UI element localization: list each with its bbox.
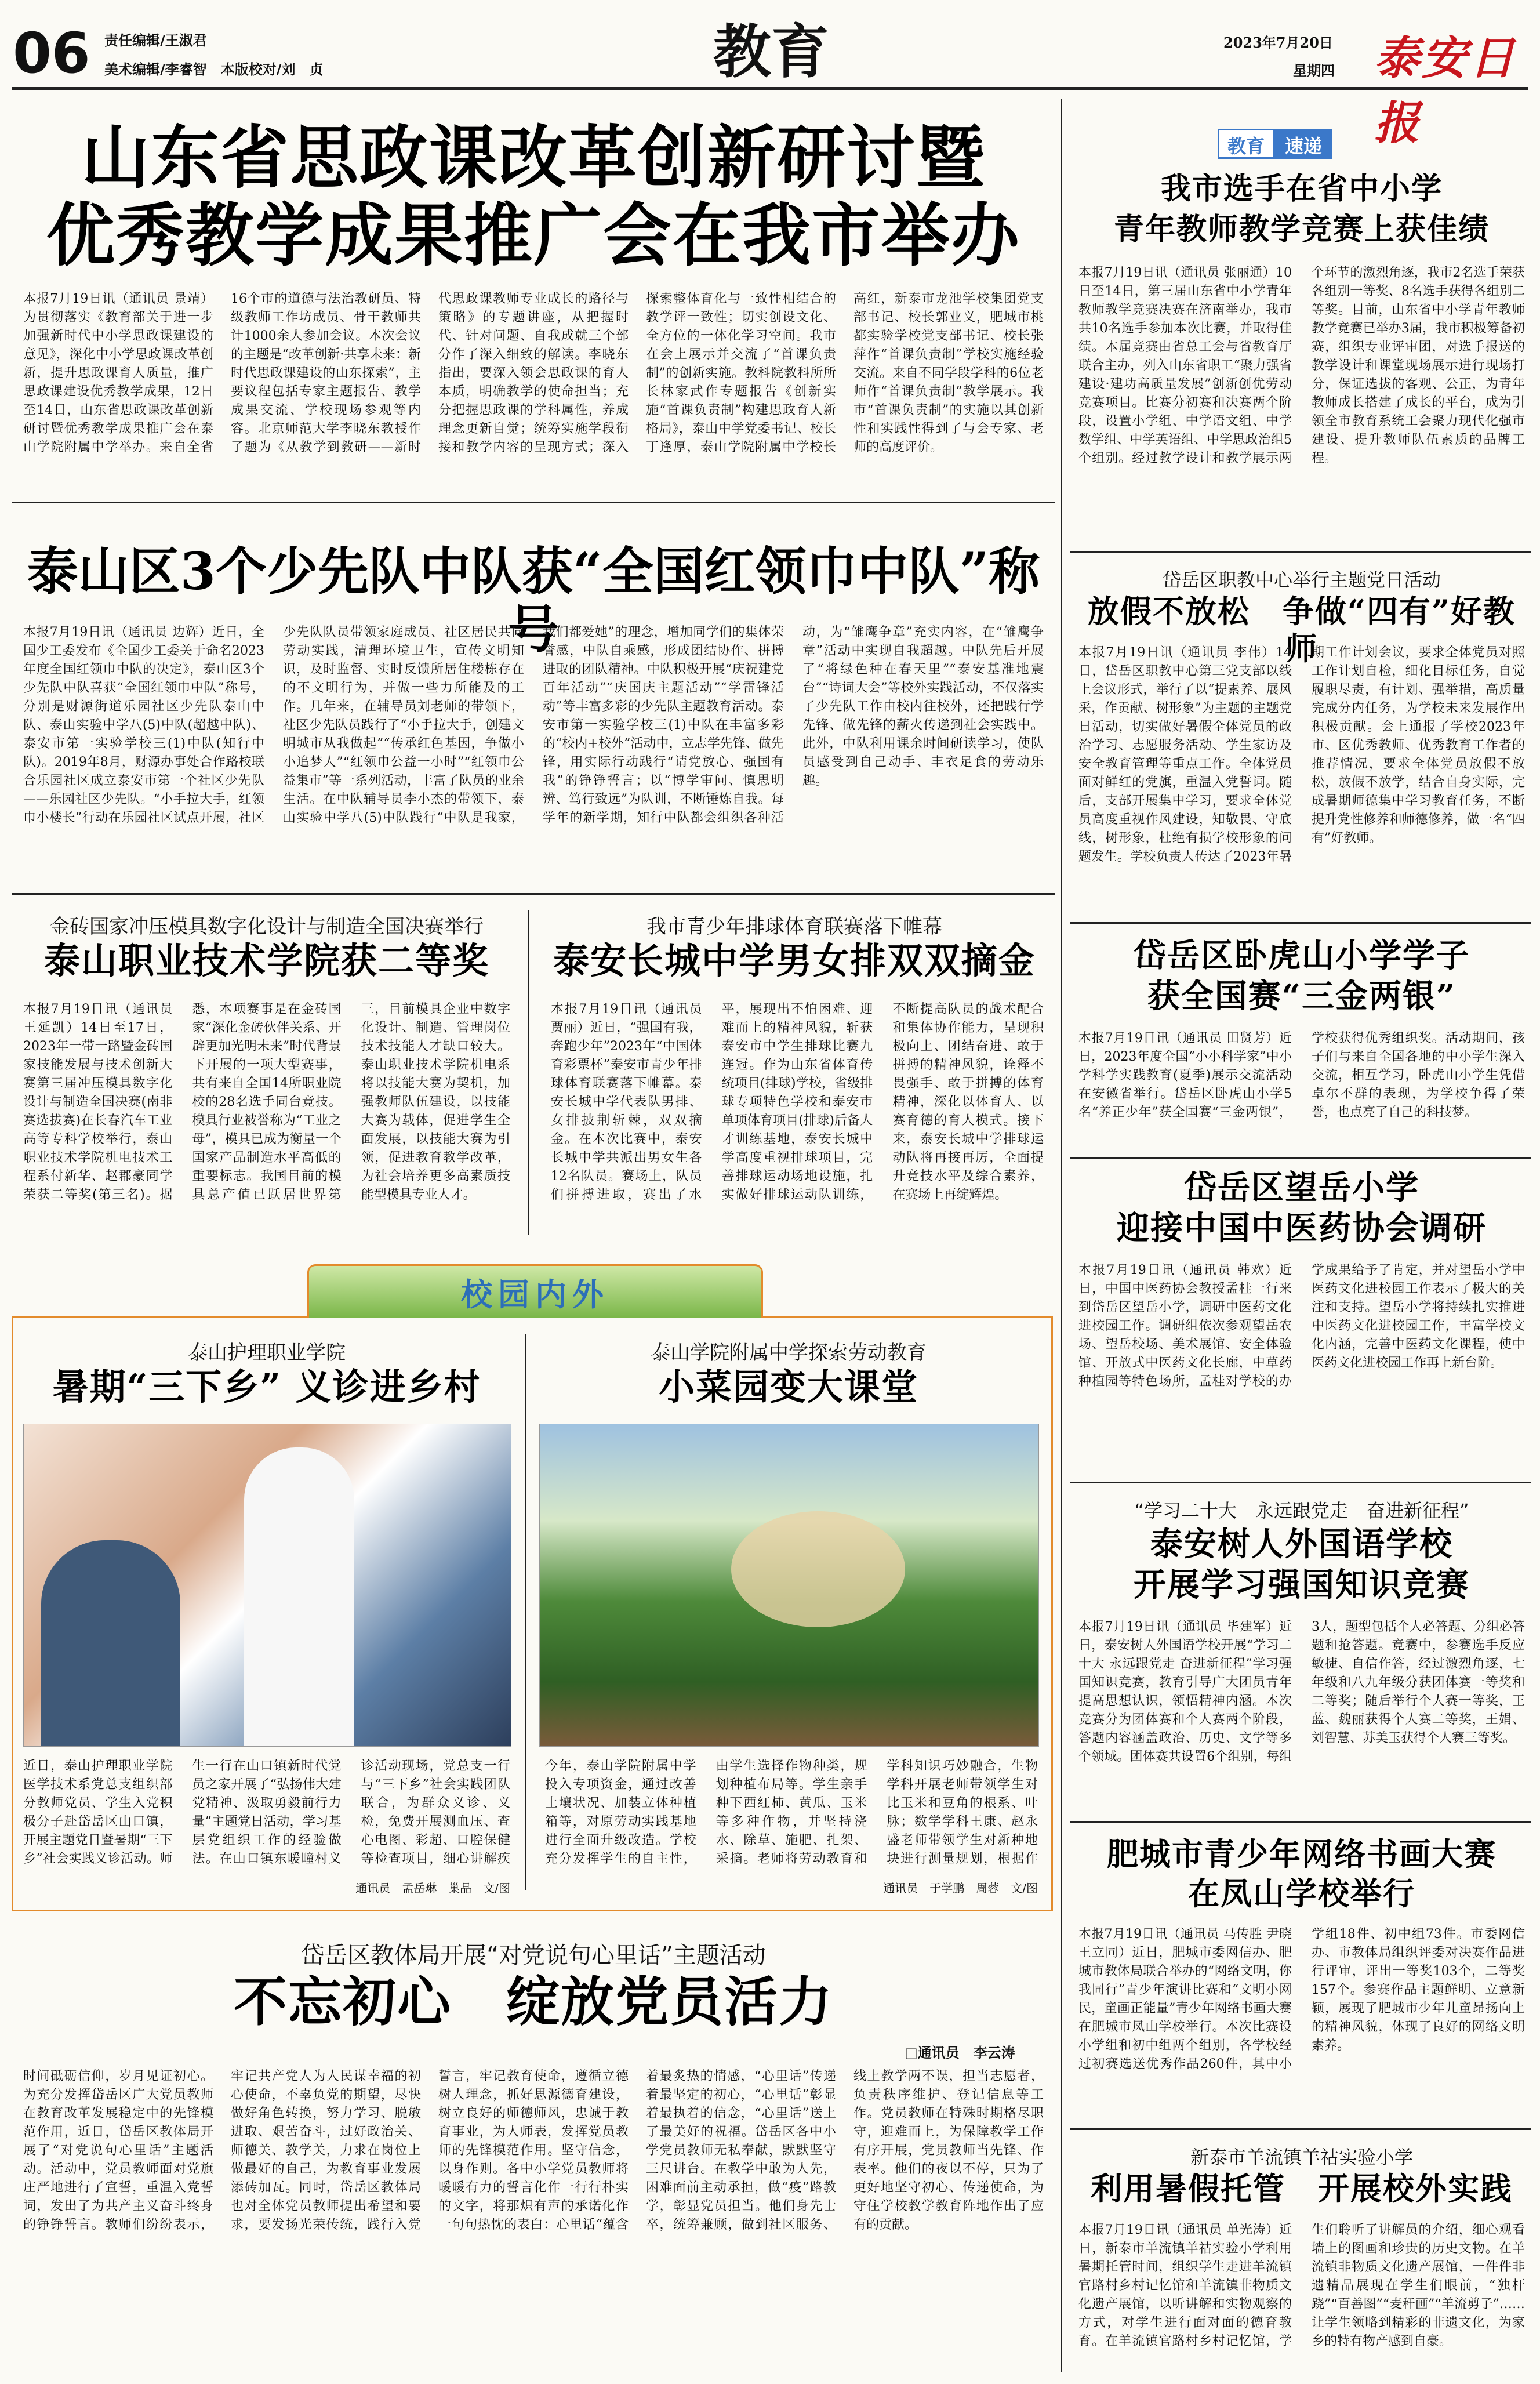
pioneers-headline: 泰山区3个少先队中队获“全国红领巾中队”称号 <box>27 541 1040 659</box>
editor-line-1: 责任编辑/王淑君 <box>104 32 207 49</box>
divider <box>1070 551 1531 553</box>
volleyball-body: 本报7月19日讯（通讯员 贾丽）近日，“强国有我，奔跑少年”2023年“中国体育彩票杯”泰安市青少年排球体育联赛落下帷幕。泰安长城中学代表队男排、女排披荆斩棘，双双摘金。在本次比赛中，泰安长城中学共派出男女生各12名队员。赛场上，队员们拼搏进取，赛出了水平，展现出不怕困难、迎难而上的精神风貌，斩获泰安市中学生排球比赛九连冠。作为山东省体育传统项目(排球)学校，省级排球专项特色学校和泰安市单项体育项目(排球)后备人才训练基地，泰安长城中学高度重视排球项目，完善排球运动场地设施，扎实做好排球运动队训练，不断提高队员的战术配合和集体协作能力，呈现积极向上、团结奋进、敢于拼搏的精神风貌，诠释不畏强手、敢于拼搏的体育精神，深化以体育人、以赛育德的育人模式。接下来，泰安长城中学排球运动队将再接再厉，全面提升竞技水平及综合素养，在赛场上再绽辉煌。 <box>551 1002 1044 1202</box>
calligraphy-headline-line1: 肥城市青少年网络书画大赛 <box>1107 1835 1497 1873</box>
volleyball-headline: 泰安长城中学男女排双双摘金 <box>553 939 1036 982</box>
foreign-kicker: “学习二十大 永远跟党走 奋进新征程” <box>1134 1500 1469 1522</box>
garden-kicker: 泰山学院附属中学探索劳动教育 <box>651 1341 927 1365</box>
divider <box>525 1334 526 1890</box>
brief-label-b: 速递 <box>1274 129 1332 159</box>
lead-headline-line2: 优秀教学成果推广会在我市举办 <box>46 195 1020 275</box>
issue-date: 2023年7月20日 <box>1223 34 1333 51</box>
wohu-headline-line1: 岱岳区卧虎山小学学子 <box>1134 937 1470 975</box>
party-body: 时间砥砺信仰，岁月见证初心。为充分发挥岱岳区广大党员教师在教育改革发展稳定中的先锋模范作用，近日，岱岳区教体局开展了“对党说句心里话”主题活动。活动中，党员教师面对党旗庄严地进行了宣誓，重温入党誓词，发出了为共产主义奋斗终身的铮铮誓言。教师们纷纷表示，牢记共产党人为人民谋幸福的初心使命，不辜负党的期望，尽快做好角色转换，努力学习、脱敏进取、艰苦奋斗，过好政治关、师德关、教学关，力求在岗位上做最好的自己，为教育事业发展添砖加瓦。同时，岱岳区教体局也对全体党员教师提出希望和要求，要发扬光荣传统，践行入党誓言，牢记教育使命，遵循立德树人理念，抓好思源德育建设，树立良好的师德师风，忠诚于教育事业，为人师表，发挥党员教师的先锋模范作用。坚守信念，以身作则。各中小学党员教师将暖暖有力的誓言化作一行行朴实的文字，将那炽有声的承诺化作一句句热忱的表白：心里话“蕴含着最炙热的情感，“心里话”传递着最坚定的初心，“心里话”彰显着最执着的信念，“心里话”送上了最美好的祝福。岱岳区各中小学党员教师无私奉献，默默坚守三尺讲台。在教学中敢为人先，困难面前主动承担，做“疫”路教学，彰显党员担当。他们身先士卒，统筹兼顾，做到社区服务、线上教学两不误，担当志愿者，负责秩序维护、登记信息等工作。党员教师在特殊时期格尽职守，迎难而上，为保障教学工作有序开展，党员教师当先锋、作表率。他们的夜以不停，只为了更好地坚守初心、传递使命，为守住学校教学教育阵地作出了应有的贡献。 <box>23 2069 1044 2232</box>
garden-credit: 通讯员 于学鹏 周蓉 文/图 <box>883 1881 1038 1895</box>
foreign-body: 本报7月19日讯（通讯员 毕建军）近日，泰安树人外国语学校开展“学习二十大 永远跟党走 奋进新征程”学习强国知识竞赛，教育引导广大团员青年提高思想认识，领悟精神内涵。本次竞赛分为团体赛和个人赛两个阶段，答题内容涵盖政治、历史、文学等多个领域。团体赛共设置6个组别，每组3人，题型包括个人必答题、分组必答题和抢答题。竞赛中，参赛选手反应敏捷、自信作答，经过激烈角逐，七年级和八九年级分获团体赛一等奖和二等奖；随后举行个人赛一等奖，王蓝、魏丽获得个人赛二等奖，王娟、刘智慧、苏美玉获得个人赛三等奖。 <box>1078 1620 1525 1764</box>
vocational-kicker: 金砖国家冲压模具数字化设计与制造全国决赛举行 <box>50 915 484 938</box>
calligraphy-body: 本报7月19日讯（通讯员 马传胜 尹晓 王立同）近日，肥城市委网信办、肥城市教体局联合举办的“网络文明，你我同行”青少年演讲比赛和“文明小网民，童画正能量”青少年网络书画大赛在肥城市凤山学校举行。本次比赛设小学组和初中组两个组别，各学校经过初赛选送优秀作品260件，其中小学组18件、初中组73件。市委网信办、市教体局组织评委对决赛作品进行评审，评出一等奖103个，二等奖157个。参赛作品主题鲜明、立意新颖，展现了肥城市少年儿童昂扬向上的精神风貌，体现了良好的网络文明素养。 <box>1078 1927 1525 2071</box>
divider <box>12 502 1055 503</box>
party-kicker: 岱岳区教体局开展“对党说句心里话”主题活动 <box>301 1942 766 1969</box>
divider <box>1070 922 1531 924</box>
divider <box>1070 1821 1531 1823</box>
brief-body: 本报7月19日讯（通讯员 张丽通）10日至14日，第三届山东省中小学青年教师教学竞赛决赛在济南举办，我市共10名选手参加本次比赛，并取得佳绩。本届竞赛由省总工会与省教育厅联合主办，列入山东省职工“聚力强省建设·建功高质量发展”创新创优劳动竞赛项目。比赛分初赛和决赛两个阶段，设置小学组、中学语文组、中学数学组、中学英语组、中学思政治组5个组别。经过教学设计和教学展示两个环节的激烈角逐，我市2名选手荣获各组别一等奖、8名选手获得各组别二等奖。目前，山东省中小学青年教师教学竞赛已举办3届，我市积极筹备初赛，组织专业评审团，对选手报送的教学设计和课堂现场展示进行现场打分，保证选拔的客观、公正，为青年教师成长搭建了成长的平台，成为引领全市教育系统工会聚力现代化强市建设、提升教师队伍素质的品牌工程。 <box>1078 266 1525 466</box>
tcm-headline-line1: 岱岳区望岳小学 <box>1184 1169 1419 1207</box>
calligraphy-headline-line2: 在凤山学校举行 <box>1188 1875 1415 1912</box>
divider <box>12 893 1055 895</box>
nursing-credit: 通讯员 孟岳琳 巢晶 文/图 <box>355 1881 510 1895</box>
brief-label-a: 教育 <box>1218 129 1274 159</box>
nursing-headline: 暑期“三下乡” 义诊进乡村 <box>52 1366 481 1408</box>
yangzhuang-kicker: 新泰市羊流镇羊祜实验小学 <box>1190 2146 1413 2168</box>
party-byline: □通讯员 李云涛 <box>905 2044 1015 2061</box>
vocschool-kicker: 岱岳区职教中心举行主题党日活动 <box>1162 569 1441 591</box>
patient-figure <box>41 1540 180 1746</box>
nursing-photo <box>23 1424 511 1747</box>
brief-banner <box>1218 129 1380 159</box>
nursing-body: 近日，泰山护理职业学院医学技术系党总支组织部分教师党员、学生入党积极分子赴岱岳区山口镇，开展主题党日暨暑期“三下乡”社会实践义诊活动。师生一行在山口镇新时代党员之家开展了“弘扬伟大建党精神、汲取勇毅前行力量”主题党日活动，学习基层党组织工作的经验做法。在山口镇东暖疃村义诊活动现场，党总支一行与“三下乡”社会实践团队联合，为群众义诊、义检，免费开展测血压、查心电图、彩超、口腔保健等检查项目，细心讲解疾 <box>23 1759 510 1866</box>
wohu-headline-line2: 获全国赛“三金两银” <box>1147 977 1457 1015</box>
garden-photo <box>539 1424 1039 1747</box>
garden-figures <box>731 1511 905 1627</box>
nursing-kicker: 泰山护理职业学院 <box>188 1341 346 1365</box>
tcm-body: 本报7月19日讯（通讯员 韩欢）近日，中国中医药协会教授孟桂一行来到岱岳区望岳小学，调研中医药文化进校园工作。调研组依次参观望岳农场、望岳校场、美术展馆、安全体验馆、开放式中医药文化长廊，中草药种植园等特色场所，孟桂对学校的办学成果给予了肯定，并对望岳小学中医药文化进校园工作表示了极大的关注和支持。望岳小学将持续扎实推进中医药文化进校园工作，丰富学校文化内涵，完善中医药文化课程，使中医药文化进校园工作再上新台阶。 <box>1078 1263 1525 1389</box>
vocational-headline: 泰山职业技术学院获二等奖 <box>43 939 489 982</box>
lead-headline-line1: 山东省思政课改革创新研讨暨 <box>81 117 986 198</box>
tcm-headline-line2: 迎接中国中医药协会调研 <box>1117 1209 1487 1247</box>
vocational-body: 本报7月19日讯（通讯员 王延凯）14日至17日，2023年一带一路暨金砖国家技能发展与技术创新大赛第三届冲压模具数字化设计与制造全国决赛(南非赛选拔赛)在长春汽车工业高等专科学校举行，泰山职业技术学院机电技术工程系付新华、赵郡豪同学荣获二等奖(第三名)。据悉，本项赛事是在金砖国家“深化金砖伙伴关系、开辟更加光明未来”时代背景下开展的一项大型赛事，共有来自全国14所职业院校的28名选手同台竞技。模具行业被誉称为“工业之母”，模具已成为衡量一个国家产品制造水平高低的重要标志。我国目前的模具总产值已跃居世界第三，目前模具企业中数字化设计、制造、管理岗位技术技能人才缺口较大。泰山职业技术学院机电系将以技能大赛为契机，加强教师队伍建设，以技能大赛为载体，促进学生全面发展，以技能大赛为引领，促进教育教学改革，为社会培养更多高素质技能型模具专业人才。 <box>23 1002 510 1202</box>
garden-headline: 小菜园变大课堂 <box>658 1366 918 1408</box>
campus-banner-label: 校园内外 <box>461 1276 609 1313</box>
brief-headline-line2: 青年教师教学竞赛上获佳绩 <box>1113 212 1490 247</box>
page-number: 06 <box>13 21 90 86</box>
vocschool-body: 本报7月19日讯（通讯员 李伟）14日，岱岳区职教中心第三党支部以线上会议形式，举行了以“提素养、展风采，作贡献、树形象”为主题的主题党日活动，切实做好暑假全体党员的政治学习、志愿服务活动、学生家访及安全教育管理等重点工作。全体党员面对鲜红的党旗，重温入党誓词。随后，支部开展集中学习，要求全体党员高度重视作风建设，知敬畏、守底线，树形象，杜绝有损学校形象的问题发生。学校负责人传达了2023年暑期工作计划会议，要求全体党员对照工作计划自检，细化目标任务，自觉履职尽责，有计划、强举措，高质量完成分内任务，为学校未来发展作出积极贡献。会上通报了学校2023年市、区优秀教师、优秀教育工作者的推荐情况，要求全体党员放假不放松，放假不放学，结合自身实际，完成暑期师德集中学习教育任务，不断提升党性修养和师德修养，做一名“四有”好教师。 <box>1078 645 1525 864</box>
pioneers-body: 本报7月19日讯（通讯员 边辉）近日，全国少工委发布《全国少工委关于命名2023年度全国红领巾中队的决定》，泰山区3个少先队中队喜获“全国红领巾中队”称号，分别是财源街道乐园社区少先队泰山中队、泰山实验中学八(5)中队(超越中队)、泰安市第一实验学校三(1)中队(知行中队)。2019年8月，财源办事处合作路校联合乐园社区成立泰安市第一个社区少先队——乐园社区少先队。“小手拉大手，红领巾小楼长”行动在乐园社区试点开展，社区少先队队员带领家庭成员、社区居民共同劳动实践，清理环境卫生，宣传文明知识，及时监督、实时反馈所居住楼栋存在的不文明行为，并做一些力所能及的工作。几年来，在辅导员刘老师的带领下，社区少先队员践行了“小手拉大手，创建文明城市从我做起”“传承红色基因，争做小小追梦人”“红领巾公益一小时”“红领巾公益集市”等一系列活动，丰富了队员的业余生活。在中队辅导员李小杰的带领下，泰山实验中学八(5)中队践行“中队是我家，我们都爱她”的理念，增加同学们的集体荣誉感，中队自乘感，形成团结协作、拼搏进取的团队精神。中队积极开展“庆祝建党百年活动”“庆国庆主题活动”“学雷锋活动”等丰富多彩的少先队主题教育活动。泰安市第一实验学校三(1)中队在丰富多彩的“校内+校外”活动中，立志学先锋、做先锋，用实际行动践行“请党放心、强国有我”的铮铮誓言；以“博学审问、慎思明辨、笃行致远”为队训，不断锤炼自我。每学年的新学期，知行中队都会组织各种活动，为“雏鹰争章”充实内容，在“雏鹰争章”活动中实现自我超越。中队先后开展了“将绿色种在春天里”“泰安基准地震台”“诗词大会”等校外实践活动，不仅落实了少先队工作由校内往校外，还把践行学先锋、做先锋的薪火传递到社会实践中。此外，中队利用课余时间研读学习，使队员感受到自己动手、丰衣足食的劳动乐趣。 <box>23 625 1044 825</box>
header-rule <box>12 87 1528 90</box>
yangzhuang-headline: 利用暑假托管 开展校外实践 <box>1091 2170 1513 2207</box>
yangzhuang-body: 本报7月19日讯（通讯员 单光涛）近日，新泰市羊流镇羊祜实验小学利用暑期托管时间，组织学生走进羊流镇官路村乡村记忆馆和羊流镇非物质文化遗产展馆，以听讲解和实物观察的方式，对学生进行面对面的德育教育。在羊流镇官路村乡村记忆馆，学生们聆听了讲解员的介绍，细心观看墙上的图画和珍贵的历史文物。在羊流镇非物质文化遗产展馆，一件件非遗精品展现在学生们眼前，“独杆跷”“百善图”“麦秆画”“羊流剪子”……让学生领略到精彩的非遗文化，为家乡的特有物产感到自豪。 <box>1078 2223 1525 2349</box>
lead-body: 本报7月19日讯（通讯员 景靖）为贯彻落实《教育部关于进一步加强新时代中小学思政课建设的意见》，深化中小学思政课改革创新，提升思政课育人质量，推广思政课建设优秀教学成果，12日至14日，山东省思政课改革创新研讨暨优秀教学成果推广会在泰山学院附属中学举办。来自全省16个市的道德与法治教研员、特级教师工作坊成员、骨干教师共计1000余人参加会议。本次会议的主题是“改革创新·共享未来：新时代思政课建设的山东探索”，主要议程包括专家主题报告、教学成果交流、学校现场参观等内容。北京师范大学李晓东教授作了题为《从教学到教研——新时代思政课教师专业成长的路径与策略》的专题讲座，从把握时代、针对问题、自我成就三个部分作了深入细致的解读。李晓东指出，要深入领会思政课的育人本质，明确教学的使命担当；充分把握思政课的学科属性，养成理念更新自觉；统筹实施学段衔接和教学内容的呈现方式；深入探索整体育化与一致性相结合的教学评一致性；切实创设文化、全方位的一体化学习空间。我市在会上展示并交流了“首课负责制”的创新实施。教科院教科所所长林家武作专题报告《创新实施“首课负责制”构建思政育人新格局》，泰山中学党委书记、校长丁逢厚，泰山学院附属中学校长高红，新泰市龙池学校集团党支部书记、校长郭业义，肥城市桃都实验学校党支部书记、校长张萍作“首课负责制”学校实施经验交流。来自不同学段学科的6位老师作“首课负责制”教学展示。我市“首课负责制”的实施以其创新性和实践性得到了与会专家、老师的高度评价。 <box>23 292 1044 455</box>
foreign-headline-line1: 泰安树人外国语学校 <box>1150 1525 1453 1563</box>
divider <box>528 910 529 1235</box>
masthead-logo: 泰安日报 <box>1374 32 1517 150</box>
divider <box>1070 2128 1531 2130</box>
divider <box>1070 1157 1531 1159</box>
section-title: 教育 <box>713 17 829 86</box>
vocschool-headline: 放假不放松 争做“四有”好教师 <box>1087 593 1516 667</box>
doctor-figure <box>244 1447 354 1746</box>
campus-banner <box>307 1264 763 1318</box>
volleyball-kicker: 我市青少年排球体育联赛落下帷幕 <box>646 915 942 938</box>
issue-weekday: 星期四 <box>1293 62 1335 79</box>
editor-line-2: 美术编辑/李睿智 本版校对/刘 贞 <box>104 61 324 78</box>
divider <box>1070 1482 1531 1483</box>
wohu-body: 本报7月19日讯（通讯员 田贤芳）近日，2023年度全国“小小科学家”中小学科学实践教育(夏季)展示交流活动在安徽省举行。岱岳区卧虎山小学5名“养正少年”获全国赛“三金两银”，学校获得优秀组织奖。活动期间，孩子们与来自全国各地的中小学生深入交流，相互学习，卧虎山小学生凭借卓尔不群的表现，为学校争得了荣誉，也点亮了自己的科技梦。 <box>1078 1031 1525 1120</box>
brief-headline-line1: 我市选手在省中小学 <box>1160 171 1443 206</box>
column-divider <box>1061 99 1062 2372</box>
foreign-headline-line2: 开展学习强国知识竞赛 <box>1134 1566 1470 1604</box>
party-headline: 不忘初心 绽放党员活力 <box>233 1971 833 2033</box>
garden-body: 今年，泰山学院附属中学投入专项资金，通过改善土壤状况、加装立体种植箱等，对原劳动实践基地进行全面升级改造。学校充分发挥学生的自主性，由学生选择作物种类，规划种植布局等。学生亲手种下西红柿、黄瓜、玉米等多种作物，并坚持浇水、除草、施肥、扎架、采摘。老师将劳动教育和学科知识巧妙融合，生物学科开展老师带领学生对比玉米和豆角的根系、叶脉；数学学科王康、赵永盛老师带领学生对新种地块进行测量规划，根据作 <box>545 1759 1038 1866</box>
